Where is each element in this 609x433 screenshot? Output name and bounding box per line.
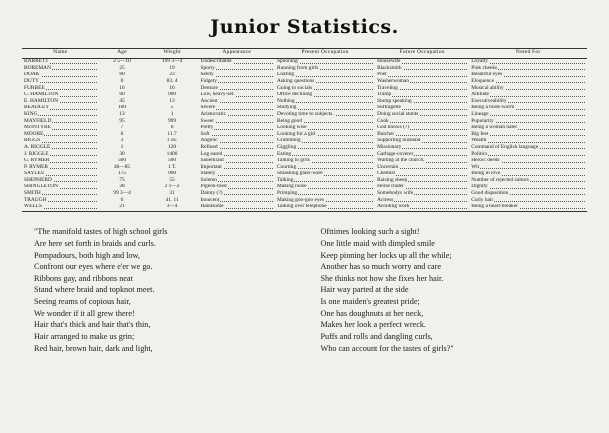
cell-present-occupation: Looking for a girl xyxy=(275,131,375,138)
cell-noted-for: Big feet xyxy=(469,131,587,138)
poem-line: Another has so much worry and care xyxy=(320,262,441,272)
poem-line: Makes her look a perfect wreck. xyxy=(320,320,426,330)
cell-present-occupation: Primping xyxy=(275,190,375,197)
poem-line: Hair way parted at the side xyxy=(320,285,409,295)
cell-weight: 1 oz. xyxy=(166,137,178,144)
cell-name: MAYFIELD xyxy=(22,118,99,125)
cell-noted-for: Popularity xyxy=(469,118,587,125)
cell-age: 0 xyxy=(120,78,124,84)
poem-line: Ofttimes looking such a sight! xyxy=(320,227,420,237)
cell-age: 28 xyxy=(119,183,125,190)
cell-present-occupation: Being good xyxy=(275,118,375,125)
cell-appearance: Sweet xyxy=(199,118,276,125)
cell-appearance: Seedy xyxy=(199,72,276,79)
cell-noted-for: Being a woman hater xyxy=(469,125,587,132)
cell-present-occupation: Going to socials xyxy=(275,85,375,92)
cell-name: DUTY xyxy=(22,78,99,85)
cell-weight: 500 xyxy=(167,157,177,164)
cell-weight: 900 xyxy=(167,91,177,98)
cell-weight: 83. 4 xyxy=(166,78,178,84)
table-row xyxy=(22,158,587,165)
table-row xyxy=(22,72,587,79)
cell-present-occupation: Office declining xyxy=(275,92,375,99)
cell-noted-for: Eloquence xyxy=(469,78,587,85)
cell-appearance: Soft xyxy=(199,131,276,138)
poem-line: Stand where braid and topknot meet. xyxy=(34,285,155,295)
cell-weight: 13 xyxy=(169,98,175,104)
column-header-name: Name xyxy=(22,49,99,59)
table-row xyxy=(22,105,587,112)
cell-noted-for: Pink cheeks xyxy=(469,65,587,72)
poem-section xyxy=(22,226,587,354)
poem-line: One little maid with dimpled smile xyxy=(320,238,435,248)
cell-present-occupation: Asking questions xyxy=(275,78,375,85)
cell-name: TRAUGH xyxy=(22,197,99,204)
cell-name: J. RIGGLE xyxy=(22,151,99,158)
cell-weight: 0 xyxy=(170,124,174,131)
cell-age: 60 xyxy=(119,91,125,98)
cell-name: FURBEE xyxy=(22,85,99,92)
cell-name: MOORE xyxy=(22,131,99,138)
cell-weight: 120 xyxy=(167,144,177,150)
table-row xyxy=(22,131,587,138)
cell-present-occupation: Running from girls xyxy=(275,65,375,72)
cell-noted-for: Being in love xyxy=(469,171,587,178)
cell-future-occupation: Blacksmith xyxy=(375,65,469,72)
cell-name: E. HAMILTON xyxy=(22,98,99,105)
poem-line: Confront our eyes where e'er we go. xyxy=(34,262,153,272)
cell-noted-for: Being a heart-breaker xyxy=(469,204,587,211)
cell-present-occupation: Nothing xyxy=(275,98,375,105)
cell-noted-for: Executiveability xyxy=(469,98,587,105)
cell-name: DOAK xyxy=(22,72,99,79)
table-row xyxy=(22,204,587,211)
cell-present-occupation: Smashing glass-ware xyxy=(275,171,375,178)
cell-present-occupation: Making noise xyxy=(275,184,375,191)
cell-future-occupation: Housewife xyxy=(375,58,469,65)
cell-noted-for: Number of rejected suitors xyxy=(469,177,587,184)
table-row xyxy=(22,118,587,125)
cell-appearance: Sporty xyxy=(199,65,276,72)
cell-appearance: Angelic xyxy=(199,138,276,145)
poem-line: "The manifold tastes of high school girls xyxy=(34,227,168,237)
poem-line: We wonder if it all grew there! xyxy=(34,308,135,318)
cell-name: BARRETT xyxy=(22,58,99,65)
table-row xyxy=(22,197,587,204)
cell-appearance: Ancient xyxy=(199,98,276,105)
cell-weight: 199 3—4 xyxy=(161,58,183,65)
column-header-noted-for: Noted For xyxy=(469,49,587,59)
cell-present-occupation: Talking xyxy=(275,177,375,184)
cell-appearance: Pretty xyxy=(199,125,276,132)
cell-noted-for: Curly hair xyxy=(469,197,587,204)
table-row xyxy=(22,190,587,197)
cell-appearance: Dainty (?) xyxy=(199,190,276,197)
cell-weight: 1 T. xyxy=(167,164,177,170)
poem-line: Seeing reams of copious hair, xyxy=(34,297,131,307)
cell-appearance: Stately xyxy=(199,171,276,178)
poem-line: Red hair, brown hair, dark and light, xyxy=(34,343,153,353)
cell-noted-for: Being a book-worm xyxy=(469,105,587,112)
cell-appearance: Sauerkraut xyxy=(199,158,276,165)
cell-age: 99 3—4 xyxy=(113,190,131,197)
poem-line: Are here set forth in braids and curls. xyxy=(34,238,156,248)
cell-age: 45 xyxy=(119,98,125,104)
poem-line: She thinks not how she fixes her hair. xyxy=(320,273,444,283)
cell-future-occupation: Stump speaking xyxy=(375,98,469,105)
cell-name: C. HAMILTON xyxy=(22,92,99,99)
cell-name: SHEPHERD xyxy=(22,177,99,184)
cell-present-occupation: Talking to girls xyxy=(275,158,375,165)
cell-noted-for: Wit xyxy=(469,164,587,171)
cell-present-occupation: Talking over telephone xyxy=(275,204,375,211)
cell-name: BOREMAN xyxy=(22,65,99,72)
cell-age: 2 5—10 xyxy=(113,58,131,65)
cell-appearance: Pigeon-toed xyxy=(199,184,276,191)
cell-appearance: Severe xyxy=(199,105,276,112)
cell-appearance: Low, heavy-set. xyxy=(199,92,276,99)
poem-line: Puffs and rolls and dangling curls, xyxy=(320,332,433,342)
cell-appearance: Solemn xyxy=(199,177,276,184)
cell-age: 100 xyxy=(117,104,127,111)
cell-name: SAYLES xyxy=(22,171,99,178)
cell-future-occupation: Uncertain xyxy=(375,164,469,171)
cell-future-occupation: Somebodys wife xyxy=(375,190,469,197)
cell-present-occupation: Giggling xyxy=(275,144,375,151)
cell-name: WELLS xyxy=(22,204,99,211)
table-row xyxy=(22,151,587,158)
cell-noted-for: Lineage xyxy=(469,111,587,118)
cell-noted-for: Loyalty xyxy=(469,58,587,65)
cell-present-occupation: Spooning xyxy=(275,58,375,65)
table-row xyxy=(22,164,587,171)
table-row xyxy=(22,177,587,184)
cell-appearance: Demure xyxy=(199,85,276,92)
cell-name: SMITH xyxy=(22,190,99,197)
cell-age: 13 xyxy=(119,111,125,117)
table-row xyxy=(22,85,587,92)
poem-line: Keep pinning her locks up all the while; xyxy=(320,250,452,260)
cell-future-occupation: Waiting at the church. xyxy=(375,158,469,165)
page-title: Junior Statistics. xyxy=(210,16,399,38)
cell-present-occupation: Loafing xyxy=(275,72,375,79)
cell-appearance: Log eared xyxy=(199,151,276,158)
cell-name: G. RYMER xyxy=(22,158,99,165)
cell-name: RIGGS xyxy=(22,138,99,145)
poem-right-column xyxy=(305,226,588,354)
cell-weight: 16 xyxy=(169,84,175,91)
table-row xyxy=(22,92,587,99)
statistics-table-wrapper xyxy=(22,48,587,212)
cell-age: 1 xyxy=(120,144,124,150)
cell-age: 21 xyxy=(119,203,125,210)
table-row xyxy=(22,78,587,85)
cell-name: McINTYRE xyxy=(22,125,99,132)
column-header-future-occupation: Future Occupation xyxy=(375,49,469,59)
cell-present-occupation: Studying xyxy=(275,105,375,112)
table-row xyxy=(22,138,587,145)
cell-present-occupation: Grumbling xyxy=(275,138,375,145)
cell-weight: 900 xyxy=(167,170,177,177)
table-head xyxy=(22,49,587,59)
cell-name: P. RYMER xyxy=(22,164,99,171)
table-row xyxy=(22,171,587,178)
cell-appearance: Refined xyxy=(199,144,276,151)
cell-weight: 999 xyxy=(167,117,177,124)
cell-age: 46—85 xyxy=(113,164,131,170)
cell-age: 6 xyxy=(120,197,124,203)
table-row xyxy=(22,98,587,105)
cell-age: 3 xyxy=(120,137,124,144)
cell-age: 500 xyxy=(117,157,127,164)
cell-present-occupation: Eating xyxy=(275,151,375,158)
poem-line: Is one maiden's greatest pride; xyxy=(320,297,420,307)
cell-weight: 31 xyxy=(169,190,175,197)
cell-future-occupation: Avoiding work xyxy=(375,204,469,211)
cell-weight: 19 xyxy=(169,65,175,71)
cell-weight: 2 1—2 xyxy=(164,183,180,190)
column-header-weight: Weight xyxy=(146,49,199,59)
column-header-present-occupation: Present Occupation xyxy=(275,49,375,59)
cell-weight: 41. 11 xyxy=(165,197,179,203)
cell-age: 7 xyxy=(120,124,124,131)
cell-future-occupation: Tramp xyxy=(375,92,469,99)
cell-noted-for: Command of English language xyxy=(469,144,587,151)
poem-line: Ribbons gay, and ribbons neat xyxy=(34,273,133,283)
poem-line: Pompadours, both high and low, xyxy=(34,250,140,260)
cell-age: 75 xyxy=(119,177,125,183)
poem-line: Hair that's thick and hair that's thin, xyxy=(34,320,151,330)
poem-line: Hair arranged to make us grin; xyxy=(34,332,135,342)
cell-present-occupation: Courting xyxy=(275,164,375,171)
cell-noted-for: Altitude xyxy=(469,92,587,99)
cell-name: SHINGLETON xyxy=(22,184,99,191)
cell-name: A. RIGGLE xyxy=(22,144,99,151)
table-header-row xyxy=(22,49,587,59)
cell-noted-for: Good disposition xyxy=(469,190,587,197)
cell-appearance: Important xyxy=(199,164,276,171)
cell-age: 175 xyxy=(117,170,127,177)
column-header-appearance: Appearance xyxy=(199,49,276,59)
cell-weight: 23 xyxy=(169,71,175,78)
cell-appearance: Handsome xyxy=(199,204,276,211)
table-row xyxy=(22,58,587,65)
column-header-age: Age xyxy=(99,49,146,59)
cell-noted-for: Dignity xyxy=(469,184,587,191)
table-row xyxy=(22,184,587,191)
cell-name: KING xyxy=(22,111,99,118)
cell-weight: 5 xyxy=(170,104,174,111)
cell-age: 16 xyxy=(119,84,125,91)
cell-future-occupation: Missionary xyxy=(375,144,469,151)
poem-line: Who can account for the tastes of girls?" xyxy=(320,343,454,353)
junior-statistics-table xyxy=(22,48,587,210)
cell-present-occupation: Devoting time to subjects. xyxy=(275,111,375,118)
cell-future-occupation: Cook xyxy=(375,118,469,125)
poem-left-column xyxy=(22,226,305,354)
cell-weight: 11.7 xyxy=(167,131,177,137)
poem-line: One has doughnuts at her neck, xyxy=(320,308,424,318)
table-body xyxy=(22,58,587,210)
cell-present-occupation: Looking wise xyxy=(275,125,375,132)
cell-future-occupation: Butcher xyxy=(375,131,469,138)
cell-future-occupation: Raising sheep xyxy=(375,177,469,184)
cell-future-occupation: Traveling xyxy=(375,85,469,92)
cell-future-occupation: God knows (?) xyxy=(375,125,469,132)
cell-weight: 1 xyxy=(170,111,174,117)
cell-future-occupation: Suffragette xyxy=(375,105,469,112)
cell-name: BEADLEY xyxy=(22,105,99,112)
cell-noted-for: Heroic deeds xyxy=(469,158,587,165)
cell-future-occupation: Doing social stunts xyxy=(375,111,469,118)
cell-weight: 1400 xyxy=(166,150,178,157)
table-row xyxy=(22,125,587,132)
cell-weight: 55 xyxy=(169,177,175,183)
table-row xyxy=(22,65,587,72)
table-row xyxy=(22,111,587,118)
cell-age: 6 xyxy=(120,131,124,137)
cell-age: 95 xyxy=(119,117,125,124)
cell-weight: 3—4 xyxy=(166,203,178,210)
cell-noted-for: Musical ability xyxy=(469,85,587,92)
cell-noted-for: Politics xyxy=(469,151,587,158)
cell-future-occupation: Horse trader xyxy=(375,184,469,191)
cell-future-occupation: Washerwoman xyxy=(375,78,469,85)
cell-future-occupation: Supporting husband xyxy=(375,138,469,145)
cell-appearance: Undescribable xyxy=(199,58,276,65)
cell-age: 30 xyxy=(119,150,125,157)
cell-present-occupation: Making goo-goo eyes xyxy=(275,197,375,204)
cell-future-occupation: Garbage-coverer xyxy=(375,151,469,158)
cell-appearance: Fidgety xyxy=(199,78,276,85)
cell-future-occupation: Actress xyxy=(375,197,469,204)
cell-future-occupation: Poet xyxy=(375,72,469,79)
table-row xyxy=(22,144,587,151)
cell-age: 25 xyxy=(119,65,125,71)
cell-noted-for: Wealth xyxy=(469,138,587,145)
cell-age: 80 xyxy=(119,71,125,78)
cell-future-occupation: Chemist xyxy=(375,171,469,178)
cell-noted-for: Beautiful eyes xyxy=(469,72,587,79)
cell-appearance: Aristocratic xyxy=(199,111,276,118)
cell-appearance: Innocent xyxy=(199,197,276,204)
